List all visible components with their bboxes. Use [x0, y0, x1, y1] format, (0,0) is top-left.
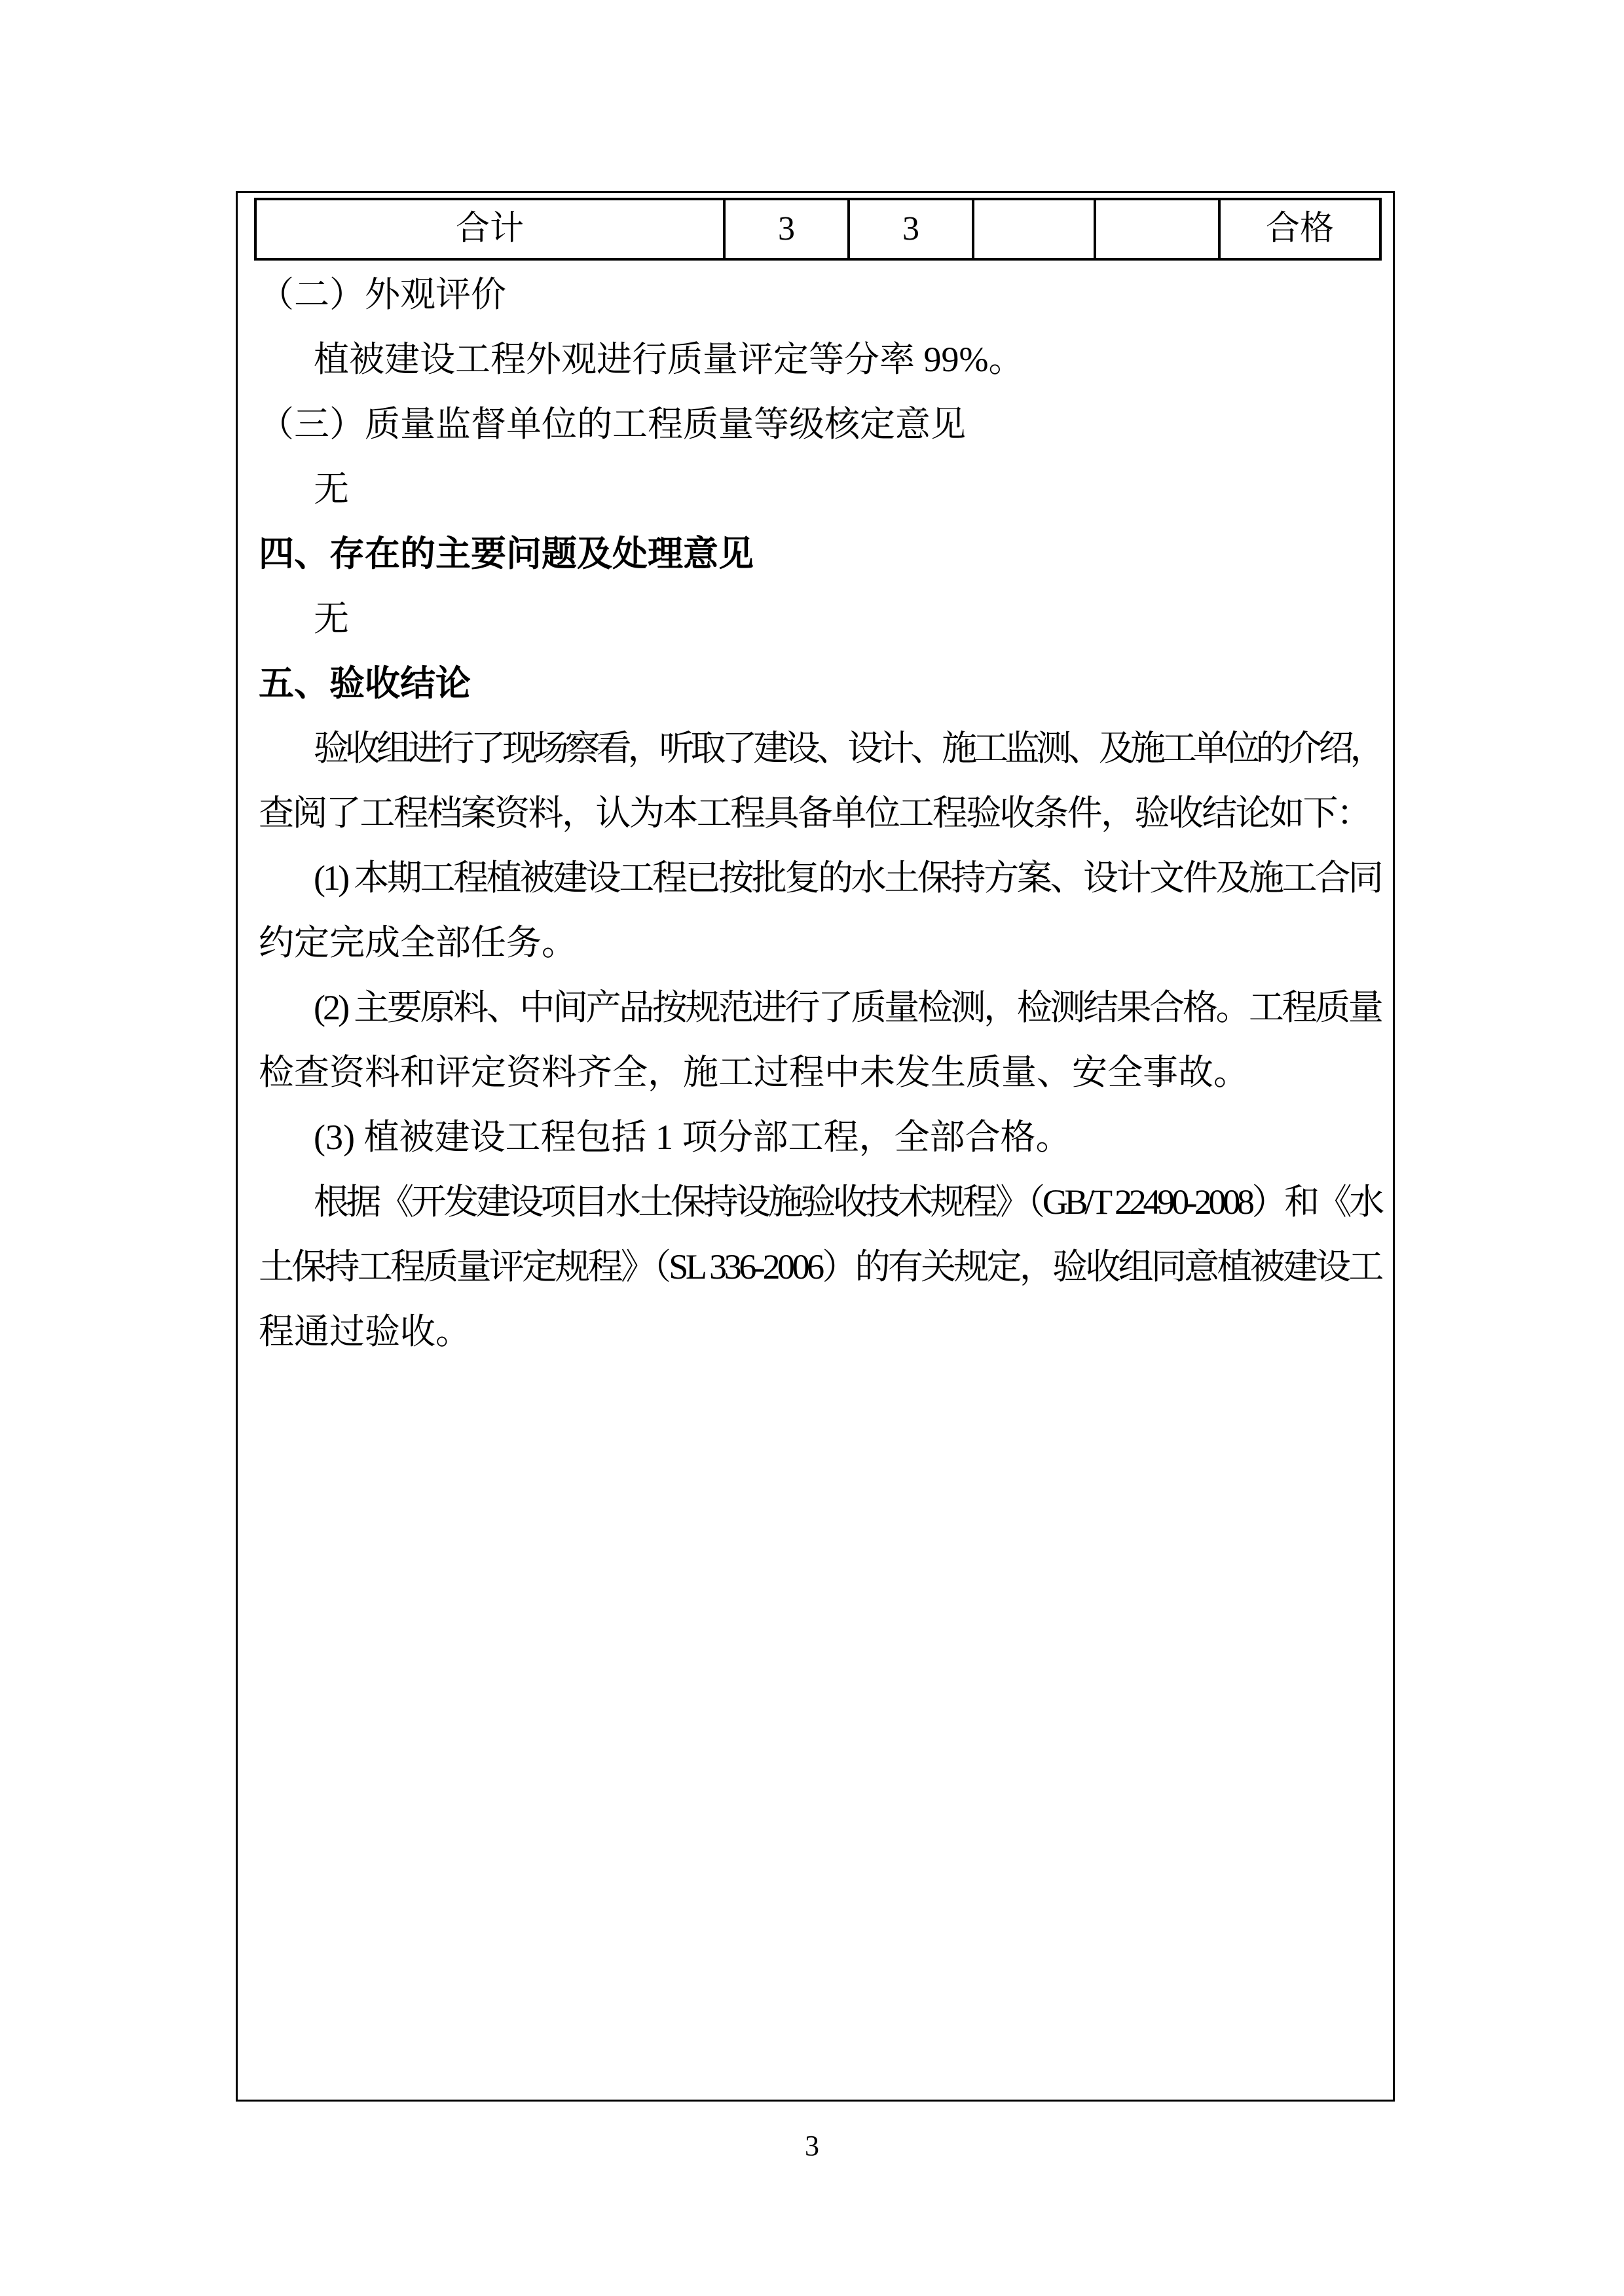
section-2-heading: （二）外观评价 [259, 275, 506, 314]
regulation-para-line-1: 根据《开发建设项目水土保持设施验收技术规程》（GB/T 22490-2008）和《水 [314, 1182, 1381, 1222]
summary-table [254, 198, 1382, 261]
item-1-line-2: 约定完成全部任务。 [259, 923, 577, 962]
conclusion-para-line-1: 验收组进行了现场察看，听取了建设、设计、施工监测、及施工单位的介绍， [314, 729, 1381, 768]
none-text-2: 无 [314, 599, 349, 638]
regulation-para-line-3: 程通过验收。 [259, 1312, 471, 1351]
regulation-para-line-2: 土保持工程质量评定规程》（SL 336-2006）的有关规定，验收组同意植被建设工 [259, 1247, 1381, 1286]
item-3-line: (3) 植被建设工程包括 1 项分部工程，全部合格。 [314, 1118, 1071, 1157]
item-2-line-2: 检查资料和评定资料齐全，施工过程中未发生质量、安全事故。 [259, 1053, 1249, 1092]
grade-cell: 合格 [1219, 199, 1380, 259]
section-3-heading: （三）质量监督单位的工程质量等级核定意见 [259, 405, 966, 444]
conclusion-para-line-2: 查阅了工程档案资料，认为本工程具备单位工程验收条件，验收结论如下： [259, 793, 1371, 833]
none-text-1: 无 [314, 469, 349, 509]
item-1-line-1: (1) 本期工程植被建设工程已按批复的水土保持方案、设计文件及施工合同 [314, 858, 1381, 898]
section-4-heading: 四、存在的主要问题及处理意见 [259, 534, 754, 574]
document-body [259, 263, 1381, 1364]
count-cell-1: 3 [724, 199, 849, 259]
empty-cell-1 [973, 199, 1095, 259]
empty-cell-2 [1095, 199, 1219, 259]
section-5-heading: 五、验收结论 [259, 664, 471, 703]
appearance-score-text: 植被建设工程外观进行质量评定等分率 99%。 [314, 340, 1024, 379]
summary-table-row [255, 199, 1380, 259]
content-frame [236, 191, 1395, 2102]
count-cell-2: 3 [849, 199, 973, 259]
page-number: 3 [805, 2130, 819, 2162]
item-2-line-1: (2) 主要原料、中间产品按规范进行了质量检测，检测结果合格。工程质量 [314, 988, 1381, 1027]
total-label-cell: 合计 [255, 199, 724, 259]
